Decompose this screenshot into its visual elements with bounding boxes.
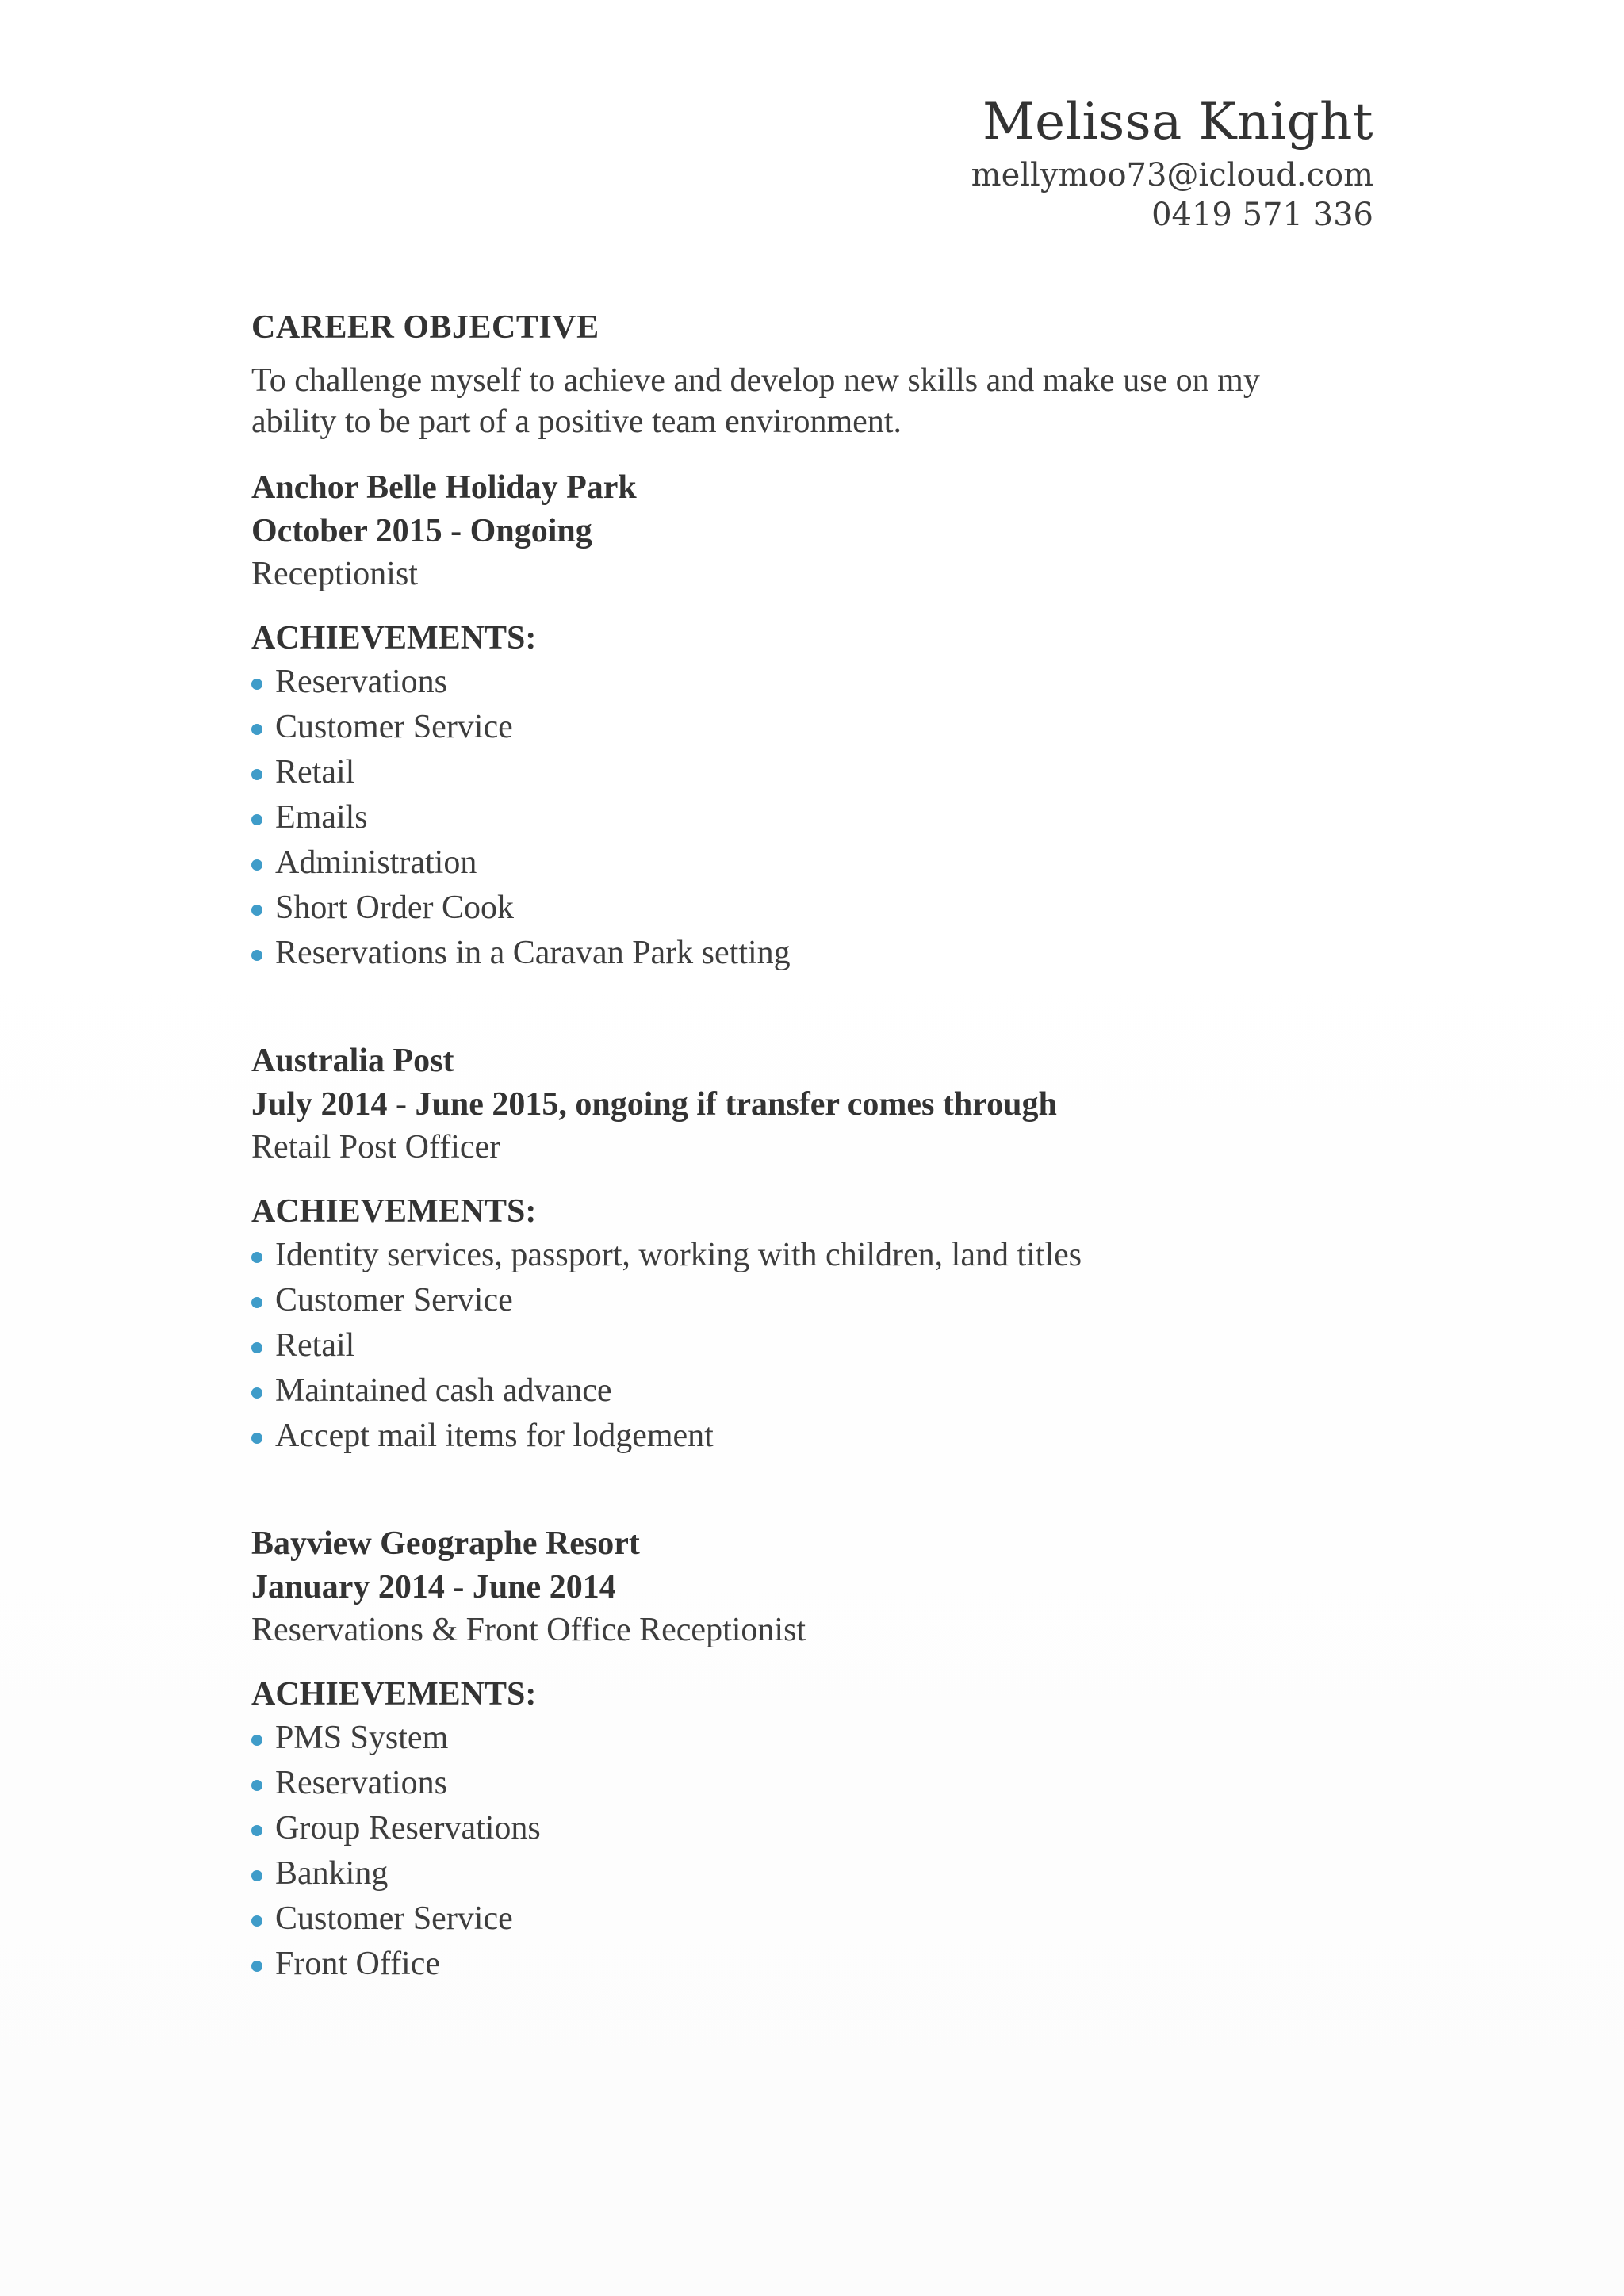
bullet-dot-icon: [251, 679, 262, 690]
job-entry-bayview-geographe: [251, 1522, 1393, 1987]
bullet-dot-icon: [251, 1297, 262, 1308]
achievement-text: Short Order Cook: [275, 890, 514, 926]
achievement-text: Group Reservations: [275, 1810, 541, 1846]
job-dates: July 2014 - June 2015, ongoing if transfer comes through: [251, 1086, 1057, 1123]
achievements-heading: ACHIEVEMENTS:: [251, 1676, 537, 1712]
bullet-dot-icon: [251, 1780, 262, 1791]
career-objective-heading: CAREER OBJECTIVE: [251, 309, 599, 346]
achievement-text: Front Office: [275, 1946, 441, 1982]
achievement-text: Reservations: [275, 1765, 447, 1801]
achievement-item: [251, 1414, 1393, 1459]
achievement-text: Retail: [275, 754, 355, 790]
job-dates: October 2015 - Ongoing: [251, 513, 592, 549]
job-entry-australia-post: [251, 1039, 1393, 1459]
achievement-text: Customer Service: [275, 709, 513, 745]
bullet-dot-icon: [251, 905, 262, 916]
achievement-text: Customer Service: [275, 1282, 513, 1318]
bullet-dot-icon: [251, 724, 262, 735]
job-title: Retail Post Officer: [251, 1129, 501, 1165]
achievement-text: Customer Service: [275, 1900, 513, 1937]
career-objective-section: [251, 306, 1393, 442]
achievement-item: [251, 840, 1393, 886]
achievement-item: [251, 931, 1393, 976]
resume-header: [971, 89, 1373, 235]
achievement-item: [251, 1233, 1393, 1278]
achievement-item: [251, 1851, 1393, 1896]
bullet-dot-icon: [251, 1735, 262, 1746]
achievement-item: [251, 1896, 1393, 1942]
bullet-dot-icon: [251, 1825, 262, 1836]
achievement-text: Emails: [275, 799, 368, 836]
achievement-text: Administration: [275, 844, 477, 881]
achievement-text: Reservations: [275, 664, 447, 700]
achievements-heading: ACHIEVEMENTS:: [251, 1193, 537, 1230]
bullet-dot-icon: [251, 1387, 262, 1399]
achievement-item: [251, 1761, 1393, 1806]
bullet-dot-icon: [251, 859, 262, 871]
achievement-item: [251, 1806, 1393, 1851]
job-title: Reservations & Front Office Receptionist: [251, 1612, 806, 1648]
achievement-item: [251, 1716, 1393, 1761]
achievement-item: [251, 1942, 1393, 1987]
achievement-text: Reservations in a Caravan Park setting: [275, 935, 791, 971]
objective-line: To challenge myself to achieve and develop new skills and make use on my: [251, 362, 1260, 399]
achievement-item: [251, 886, 1393, 931]
achievements-list: [251, 1716, 1393, 1987]
resume-body: [251, 306, 1393, 1987]
bullet-dot-icon: [251, 1961, 262, 1972]
achievement-item: [251, 1278, 1393, 1323]
bullet-dot-icon: [251, 950, 262, 961]
achievement-text: Retail: [275, 1327, 355, 1364]
achievement-item: [251, 795, 1393, 840]
job-employer: Australia Post: [251, 1043, 454, 1079]
career-objective-text: [251, 360, 1393, 442]
achievement-item: [251, 705, 1393, 750]
achievement-text: Identity services, passport, working with children, land titles: [275, 1237, 1082, 1273]
job-dates: January 2014 - June 2014: [251, 1569, 616, 1605]
bullet-dot-icon: [251, 1870, 262, 1881]
job-employer: Anchor Belle Holiday Park: [251, 469, 637, 506]
contact-email: mellymoo73@icloud.com: [971, 157, 1373, 193]
bullet-dot-icon: [251, 1342, 262, 1353]
job-title: Receptionist: [251, 556, 418, 592]
achievement-text: Maintained cash advance: [275, 1372, 612, 1409]
achievement-item: [251, 1323, 1393, 1368]
bullet-dot-icon: [251, 769, 262, 780]
achievements-heading: ACHIEVEMENTS:: [251, 620, 537, 656]
achievement-text: Banking: [275, 1855, 389, 1892]
achievement-text: Accept mail items for lodgement: [275, 1418, 714, 1454]
bullet-dot-icon: [251, 814, 262, 825]
candidate-name: Melissa Knight: [982, 93, 1373, 151]
achievement-text: PMS System: [275, 1720, 449, 1756]
bullet-dot-icon: [251, 1433, 262, 1444]
achievements-list: [251, 1233, 1393, 1459]
achievement-item: [251, 750, 1393, 795]
bullet-dot-icon: [251, 1252, 262, 1263]
achievement-item: [251, 660, 1393, 705]
job-employer: Bayview Geographe Resort: [251, 1525, 640, 1562]
objective-line: ability to be part of a positive team environment.: [251, 404, 902, 440]
achievements-list: [251, 660, 1393, 976]
achievement-item: [251, 1368, 1393, 1414]
job-entry-anchor-belle: [251, 466, 1393, 976]
contact-phone: 0419 571 336: [1151, 197, 1373, 233]
bullet-dot-icon: [251, 1915, 262, 1927]
